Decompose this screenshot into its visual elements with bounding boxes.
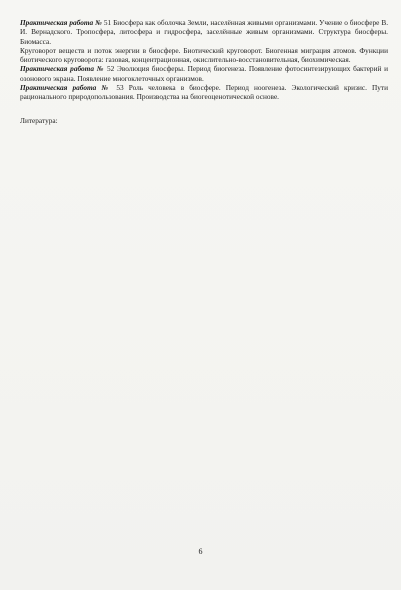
section-text: Эволюция биосферы. Период биогенеза. Появление фотосинтезирующих бактерий и озонового экрана. Появление многоклеточных организмов.: [20, 64, 389, 83]
section-number: 52: [107, 64, 115, 74]
section-title: Практическая работа №: [20, 64, 105, 74]
page-content: [20, 18, 388, 125]
paragraph-practical-work-52: [20, 64, 388, 83]
section-number: 51: [103, 18, 112, 27]
section-title: Практическая работа №: [20, 18, 102, 27]
page-number: 6: [198, 547, 203, 556]
section-text: Роль человека в биосфере. Период ноогенеза. Экологический кризис. Пути рационального природопользования. Производства на биогеоценотической основе.: [20, 83, 389, 102]
section-text: Круговорот веществ и поток энергии в биосфере. Биотический круговорот. Биогенная миграция атомов. Функции биотического круговорота: газовая, концентрационная, окислительно-восстановительная, биохимическая.: [20, 45, 388, 65]
section-text: Биосфера как оболочка Земли, населённая живыми организмами. Учение о биосфере В. И. Вернадского. Тропосфера, литосфера и гидросфера, заселённые живым организмами. Структура биосферы. Биомасса.: [20, 18, 389, 46]
paragraph-cycle: [20, 46, 388, 65]
paragraph-practical-work-51: [20, 18, 388, 46]
section-number: 53: [116, 83, 124, 93]
section-title: Практическая работа №: [20, 83, 112, 93]
paragraph-practical-work-53: [20, 83, 388, 102]
literature-label: Литература:: [20, 115, 58, 125]
